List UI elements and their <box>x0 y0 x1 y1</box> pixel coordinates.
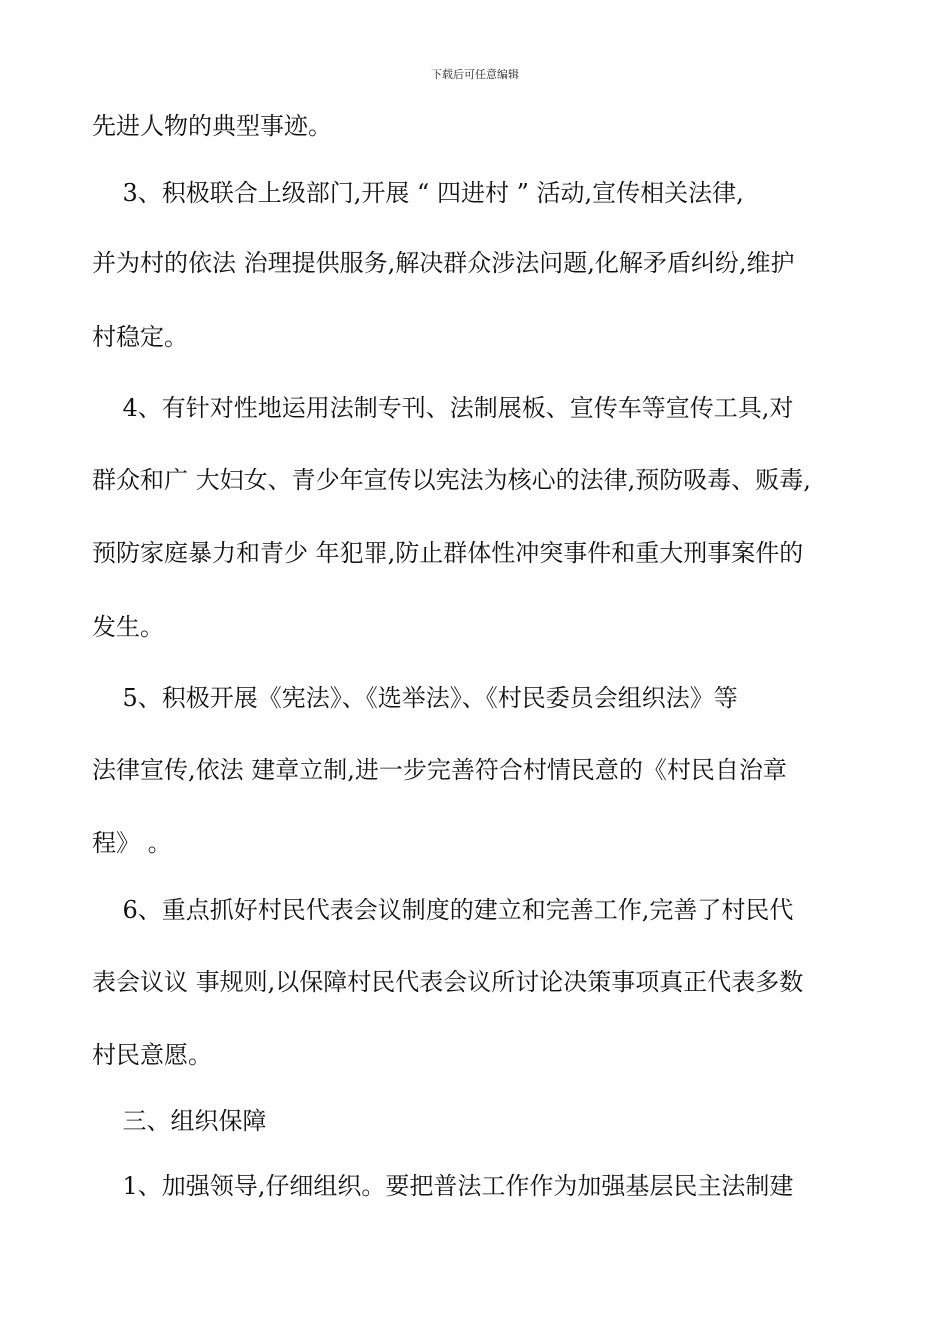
text-line: 预防家庭暴力和青少 年犯罪,防止群体性冲突事件和重大刑事案件的 <box>92 539 804 567</box>
text-line: 村稳定。 <box>92 323 188 351</box>
text-line: 发生。 <box>92 613 164 641</box>
text-line: 5、积极开展《宪法》、《选举法》、《村民委员会组织法》等 <box>92 684 738 712</box>
text-line: 1、加强领导,仔细组织。要把普法工作作为加强基层民主法制建 <box>92 1172 794 1200</box>
text-line: 村民意愿。 <box>92 1041 212 1069</box>
page-header-note: 下载后可任意编辑 <box>431 68 519 81</box>
text-line: 程》 。 <box>92 829 172 857</box>
text-line: 并为村的依法 治理提供服务,解决群众涉法问题,化解矛盾纠纷,维护 <box>92 249 795 277</box>
text-line: 法律宣传,依法 建章立制,进一步完善符合村情民意的《村民自治章 <box>92 756 787 784</box>
text-line: 群众和广 大妇女、青少年宣传以宪法为核心的法律,预防吸毒、贩毒, <box>92 466 811 494</box>
text-line: 表会议议 事规则,以保障村民代表会议所讨论决策事项真正代表多数 <box>92 968 804 996</box>
text-line: 3、积极联合上级部门,开展 “ 四进村 ” 活动,宣传相关法律, <box>92 179 744 207</box>
text-line: 4、有针对性地运用法制专刊、法制展板、宣传车等宣传工具,对 <box>92 394 794 422</box>
section-heading: 三、组织保障 <box>92 1107 267 1135</box>
text-line: 6、重点抓好村民代表会议制度的建立和完善工作,完善了村民代 <box>92 896 794 924</box>
text-line: 先进人物的典型事迹。 <box>92 112 332 140</box>
